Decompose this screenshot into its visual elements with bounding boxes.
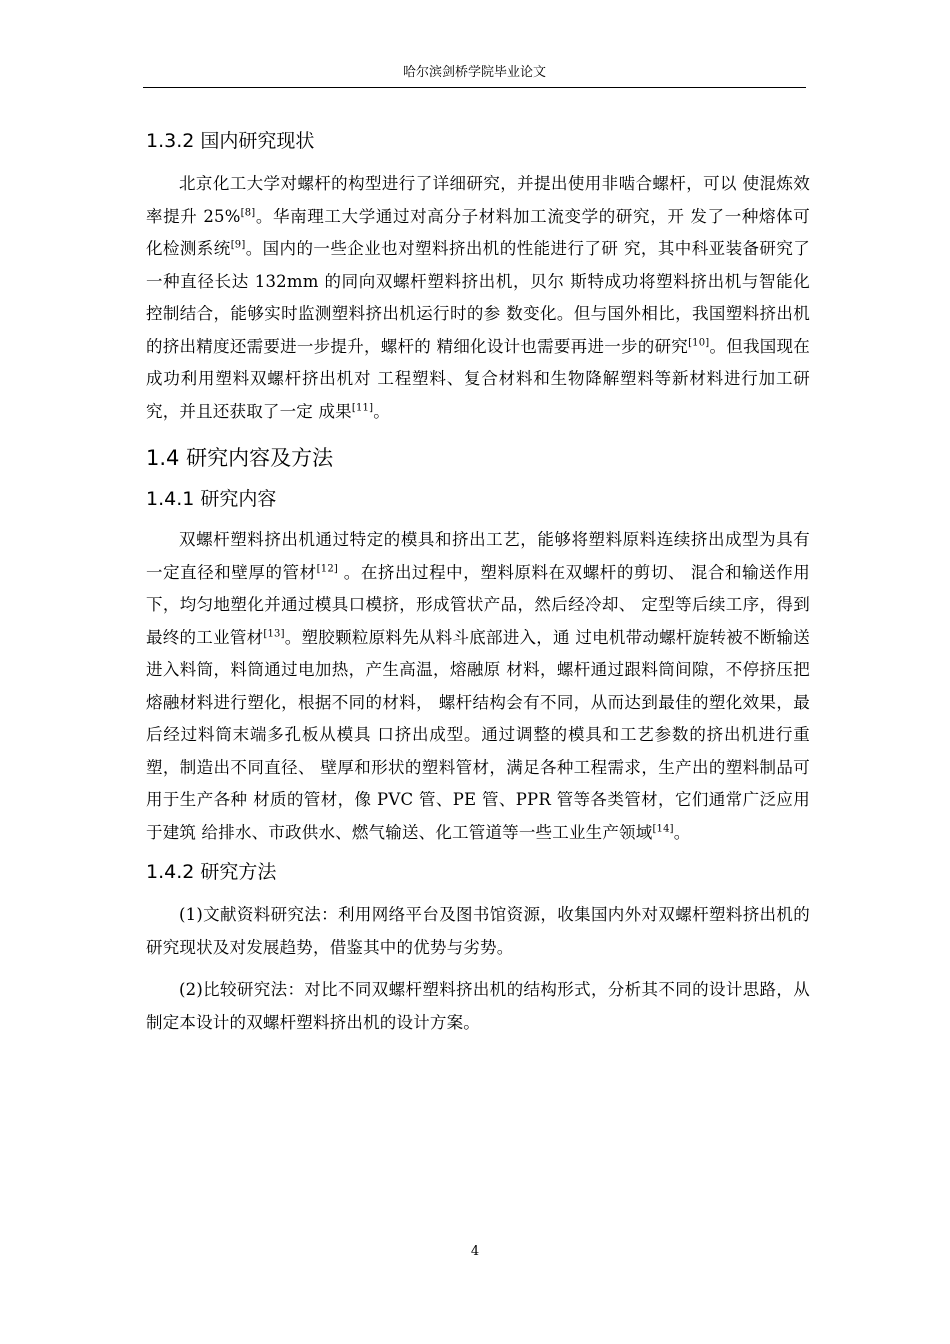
text-run: 。但我国现在成功利用塑料双螺杆挤出机对 工程塑料、复合材料和生物降解塑料等新材料进行加工研究，并且还获取了一定 成果 (146, 336, 810, 421)
text-run: 。在挤出过程中，塑料原料在双螺杆的剪切、 混合和输送作用下，均匀地塑化并通过模具口模挤，形成管状产品，然后经冷却、 定型等后续工序，得到最终的工业管材 (146, 562, 810, 647)
heading-1-4-2: 1.4.2 研究方法 (146, 861, 277, 883)
text-run: 。 (373, 401, 390, 421)
text-run: 。 (673, 822, 691, 842)
text-run: 。塑胶颗粒原料先从料斗底部进入，通 过电机带动螺杆旋转被不断输送进入料筒，料筒通过电加热，产生高温，熔融原 材料，螺杆通过跟料筒间隙，不停挤压把熔融材料进行塑化，根据不同的材料， 螺杆结构会有不同，从而达到最佳的塑化效果，最后经过料筒末端多孔板从模具 口挤出成型。通过调整的模具和工艺参数的挤出机进行重塑，制造出不同直径、 壁厚和形状的塑料管材，满足各种工程需求，生产出的塑料制品可用于生产各种 材质的管材，像 PVC 管、PE 管、PPR 管等各类管材，它们通常广泛应用于建筑 给排水、市政供水、燃气输送、化工管道等一些工业生产领域 (146, 627, 810, 842)
citation-ref: [13] (263, 628, 285, 639)
page-content (146, 126, 810, 1039)
citation-ref: [12] (316, 563, 338, 574)
citation-ref: [11] (351, 402, 374, 413)
heading-1-3-2: 1.3.2 国内研究现状 (146, 130, 315, 152)
text-run: 。国内的一些企业也对塑料挤出机的性能进行了研 究，其中科亚装备研究了一种直径长达 132mm 的同向双螺杆塑料挤出机，贝尔 斯特成功将塑料挤出机与智能化控制结合，能够实时监测塑料挤出机运行时的参 数变化。但与国外相比，我国塑料挤出机的挤出精度还需要进一步提升，螺杆的 精细化设计也需要再进一步的研究 (146, 239, 811, 356)
header-rule (143, 87, 806, 88)
heading-1-4-1: 1.4.1 研究内容 (146, 488, 277, 510)
heading-1-4: 1.4 研究内容及方法 (146, 446, 334, 470)
running-header: 哈尔滨剑桥学院毕业论文 (402, 65, 546, 80)
citation-ref: [10] (688, 337, 710, 348)
page-number: 4 (470, 1244, 480, 1259)
citation-ref: [8] (240, 207, 256, 218)
text-run: 。华南理工大学通过对高分子材料加工流变学的研究，开 发了一种熔体可化检测系统 (146, 206, 810, 258)
text-run: 双螺杆塑料挤出机通过特定的模具和挤出工艺，能够将塑料原料连续挤出成型为具有一定直径和壁厚的管材 (146, 530, 810, 582)
paragraph-research-content (146, 524, 810, 849)
paragraph-method-comparison: (2)比较研究法：对比不同双螺杆塑料挤出机的结构形式，分析其不同的设计思路，从制定本设计的双螺杆塑料挤出机的设计方案。 (146, 980, 810, 1032)
paragraph-method-literature: (1)文献资料研究法：利用网络平台及图书馆资源，收集国内外对双螺杆塑料挤出机的研究现状及对发展趋势，借鉴其中的优势与劣势。 (146, 905, 810, 957)
citation-ref: [14] (652, 823, 674, 834)
text-run: 北京化工大学对螺杆的构型进行了详细研究，并提出使用非啮合螺杆，可以 使混炼效率提升 25% (146, 174, 810, 226)
paragraph-domestic-status (146, 168, 810, 428)
citation-ref: [9] (230, 239, 246, 251)
